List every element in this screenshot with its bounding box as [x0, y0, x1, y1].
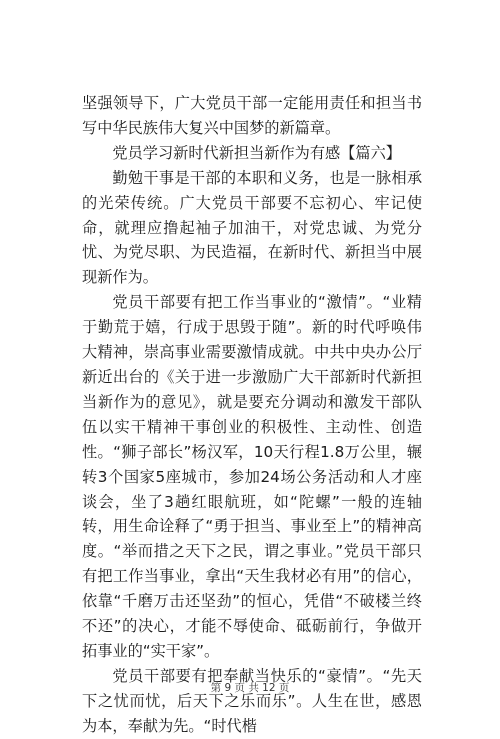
paragraph-intro: 勤勉干事是干部的本职和义务，也是一脉相承的光荣传统。广大党员干部要不忘初心、牢记使命，就理应撸起袖子加油干，对党忠诚、为党分忧、为党尽职、为民造福，在新时代、新担当中展现新作为。	[82, 168, 422, 287]
paragraph-dedication: 党员干部要有把奉献当快乐的“豪情”。“先天下之忧而忧，后天下之乐而乐”。人生在世，感恩为本，奉献为先。“时代楷	[82, 666, 422, 735]
page-footer: 第 9 页 共 12 页	[210, 682, 290, 694]
document-body	[82, 91, 422, 739]
paragraph-passion: 党员干部要有把工作当事业的“激情”。“业精于勤荒于嬉，行成于思毁于随”。新的时代呼唤伟大精神，崇高事业需要激情成就。中共中央办公厅新近出台的《关于进一步激励广大干部新时代新担当新作为的意见》，就是要充分调动和激发干部队伍以实干精神干事创业的积极性、主动性、创造性。“狮子部长”杨汉军，10天行程1.8万公里，辗转3个国家5座城市，参加24场公务活动和人才座谈会，坐了3趟红眼航班，如“陀螺”一般的连轴转，用生命诠释了“勇于担当、事业至上”的精神高度。“举而措之天下之民，谓之事业。”党员干部只有把工作当事业，拿出“天生我材必有用”的信心，依靠“千磨万击还坚劲”的恒心，凭借“不破楼兰终不还”的决心，才能不辱使命、砥砺前行，争做开拓事业的“实干家”。	[82, 293, 422, 660]
section-title: 党员学习新时代新担当新作为有感【篇六】	[112, 143, 401, 162]
paragraph-continued: 坚强领导下，广大党员干部一定能用责任和担当书写中华民族伟大复兴中国梦的新篇章。	[82, 94, 422, 137]
